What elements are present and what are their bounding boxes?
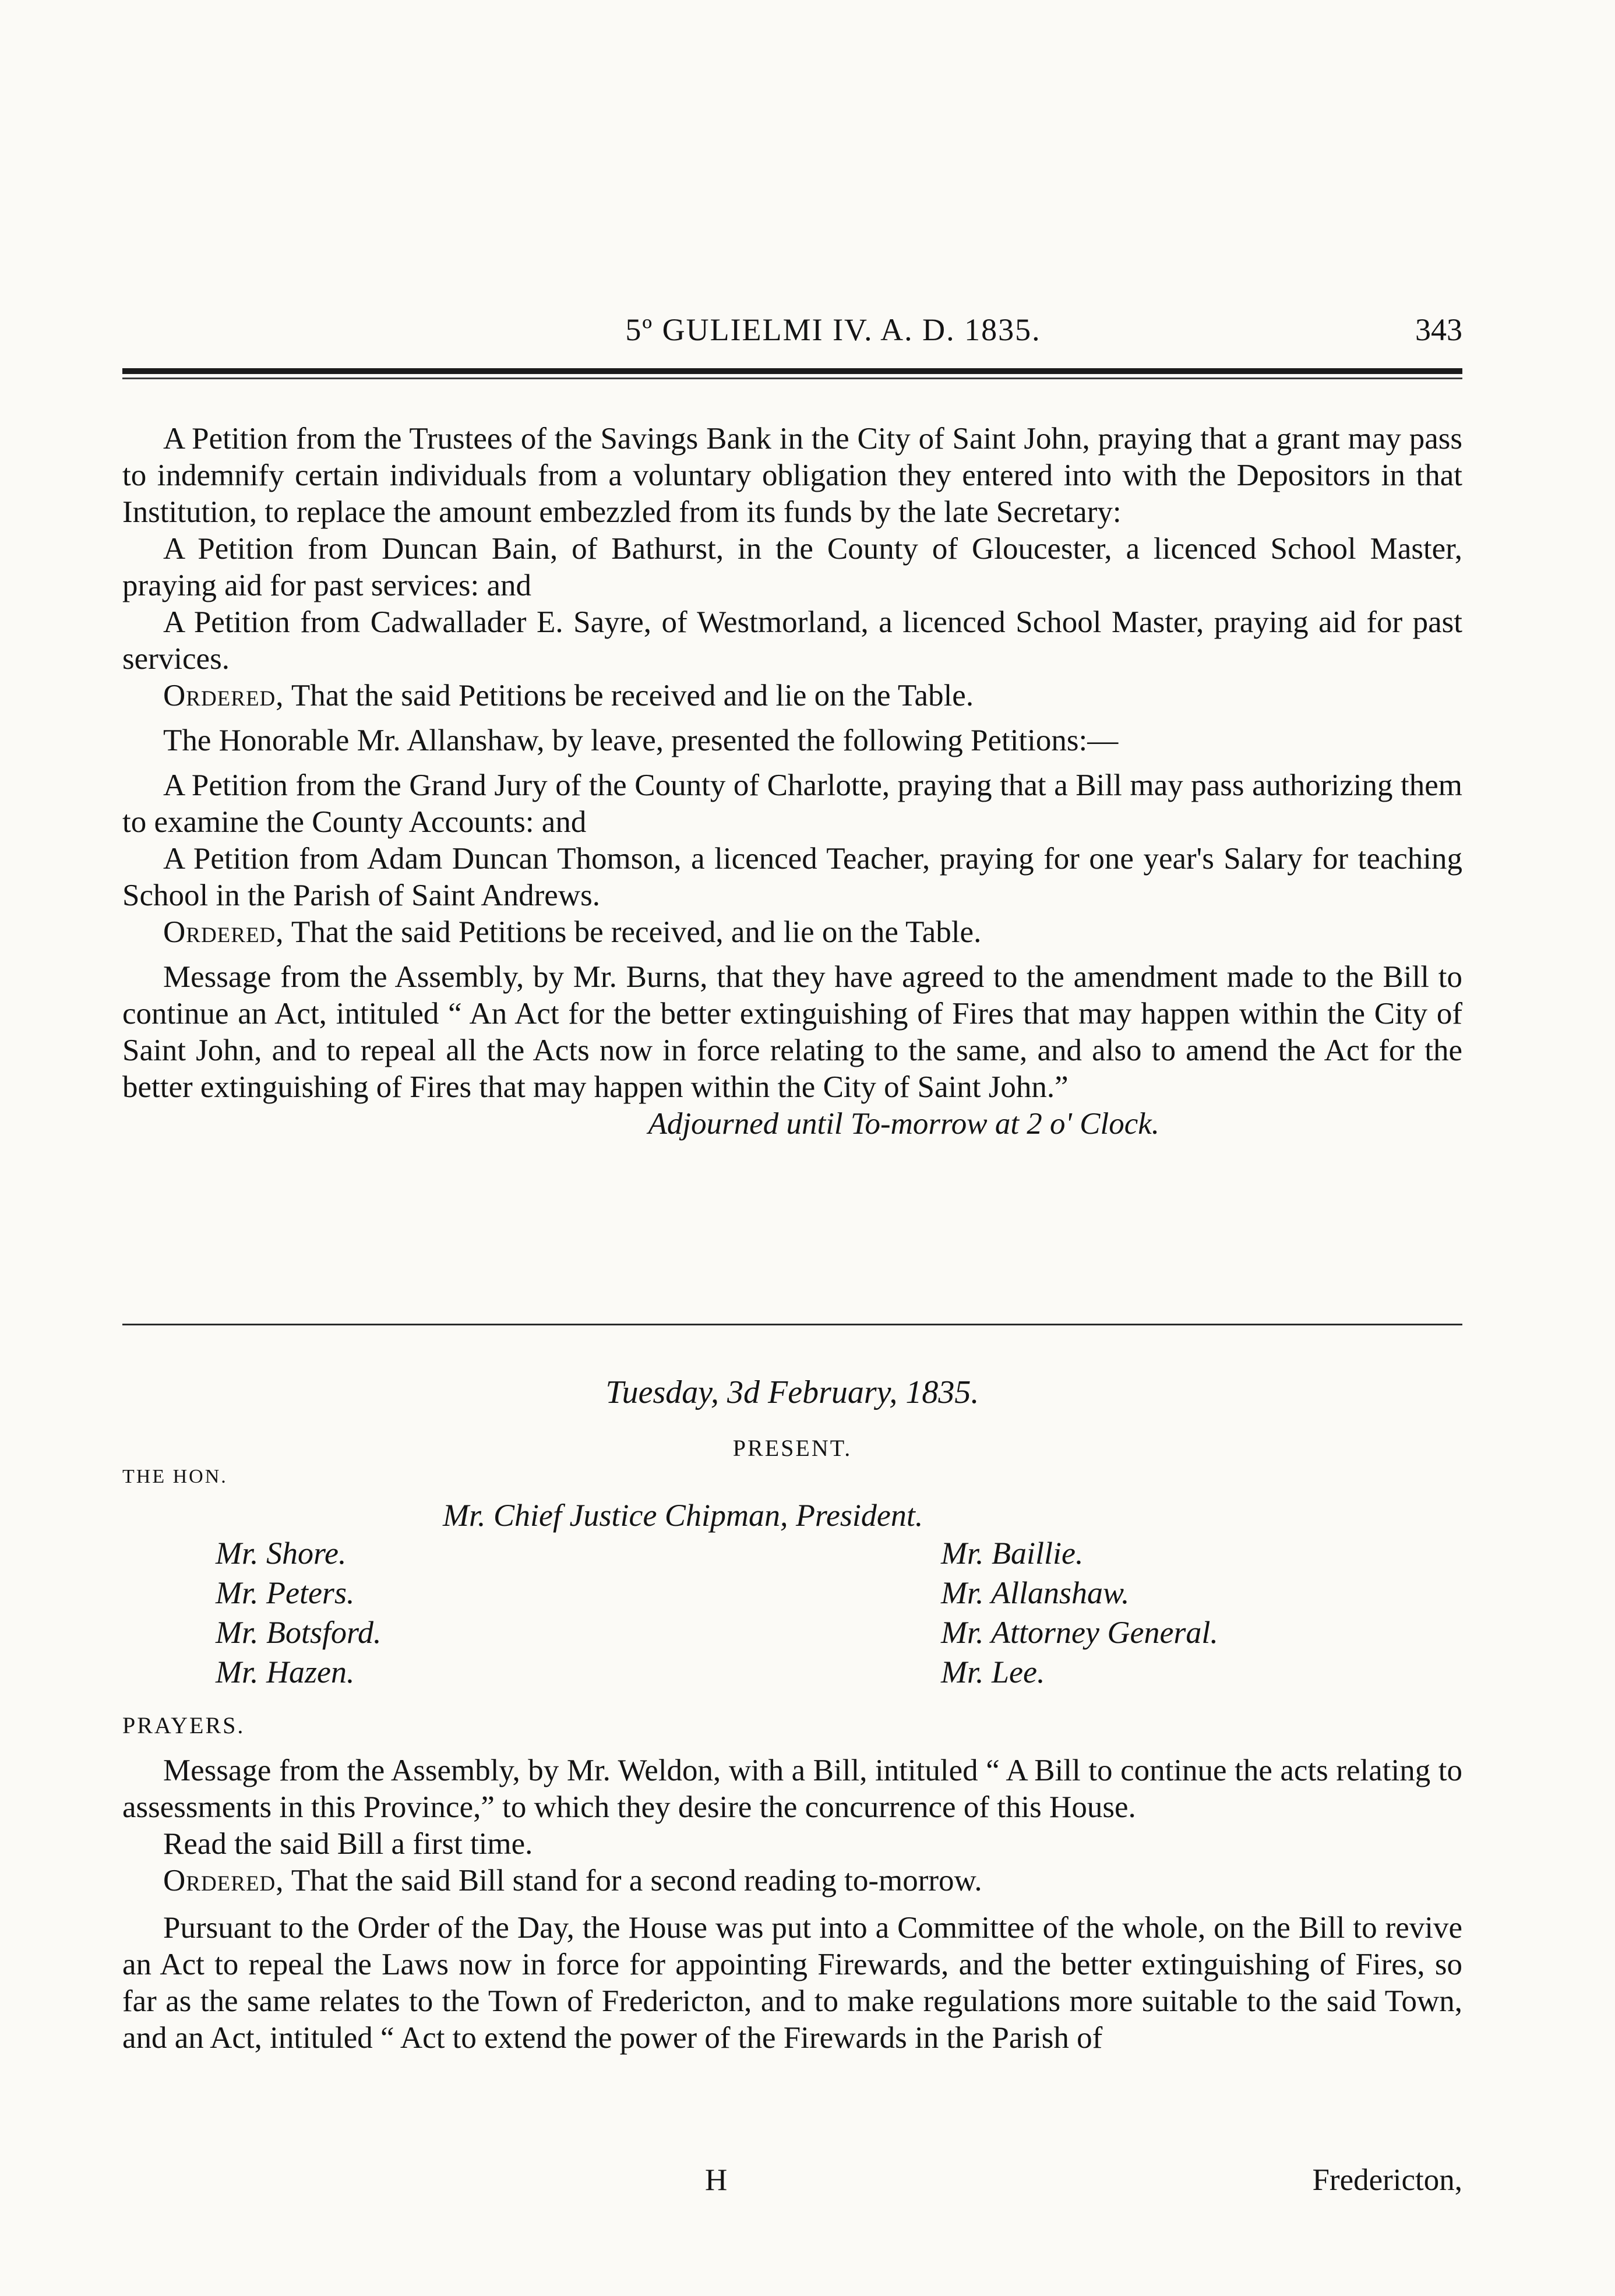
order-second-reading xyxy=(122,1863,1462,1899)
petition-savings-bank: A Petition from the Trustees of the Savings Bank in the City of Saint John, praying that a grant may pass to indemnify certain individuals from a voluntary obligation they entered into with the Depositors in that Institution, to replace the amount embezzled from its funds by the late Secretary: xyxy=(122,422,1462,529)
president-line: Mr. Chief Justice Chipman, President. xyxy=(443,1498,923,1533)
ordered-text: That the said Petitions be received and lie on the Table. xyxy=(284,679,974,713)
header-rule-thin xyxy=(122,378,1462,379)
member-left: Mr. Shore. xyxy=(216,1536,347,1571)
member-right: Mr. Lee. xyxy=(941,1655,1045,1690)
running-head xyxy=(122,312,1462,352)
sitting-date: Tuesday, 3d February, 1835. xyxy=(605,1374,979,1410)
header-rule xyxy=(122,368,1462,374)
ordered-lead: Ordered, xyxy=(163,679,284,713)
section-divider xyxy=(122,1324,1462,1325)
ordered-text: That the said Petitions be received, and lie on the Table. xyxy=(284,915,982,949)
petition-grand-jury: A Petition from the Grand Jury of the County of Charlotte, praying that a Bill may pass authorizing them to examine the County Accounts: and xyxy=(122,768,1462,839)
text-block-lower xyxy=(122,1752,1462,2057)
text-block-upper xyxy=(122,421,1462,1142)
order-petitions-2 xyxy=(122,914,1462,951)
pursuant-order: Pursuant to the Order of the Day, the House was put into a Committee of the whole, on the Bill to revive an Act to repeal the Laws now in force for appointing Firewards, and the better extinguishing of Fires, so far as the same relates to the Town of Fredericton, and to make regulations more suitable to the said Town, and an Act, intituled “ Act to extend the power of the Firewards in the Parish of xyxy=(122,1911,1462,2055)
member-right: Mr. Baillie. xyxy=(941,1536,1084,1571)
petition-duncan-bain: A Petition from Duncan Bain, of Bathurst, in the County of Gloucester, a licenced School Master, praying aid for past services: and xyxy=(122,532,1462,602)
adjournment: Adjourned until To-morrow at 2 o' Clock. xyxy=(648,1107,1159,1141)
ordered-lead: Ordered, xyxy=(163,915,284,949)
message-burns: Message from the Assembly, by Mr. Burns, that they have agreed to the amendment made to the Bill to continue an Act, intituled “ An Act for the better extinguishing of Fires that may happen within the City of Saint John, and to repeal all the Acts now in force relating to the same, and also to amend the Act for the better extinguishing of Fires that may happen within the City of Saint John.” xyxy=(122,960,1462,1104)
petition-sayre: A Petition from Cadwallader E. Sayre, of Westmorland, a licenced School Master, praying aid for past services. xyxy=(122,605,1462,676)
member-right: Mr. Allanshaw. xyxy=(941,1575,1130,1610)
present-heading: PRESENT. xyxy=(732,1435,852,1461)
ordered-text: That the said Bill stand for a second reading to-morrow. xyxy=(284,1864,982,1898)
catchword: Fredericton, xyxy=(1312,2163,1462,2197)
member-right: Mr. Attorney General. xyxy=(941,1615,1218,1650)
the-hon-label: THE HON. xyxy=(122,1466,228,1487)
member-left: Mr. Hazen. xyxy=(216,1655,355,1690)
allanshaw-presented: The Honorable Mr. Allanshaw, by leave, presented the following Petitions:— xyxy=(163,724,1119,757)
member-left: Mr. Peters. xyxy=(216,1575,355,1610)
ordered-lead: Ordered, xyxy=(163,1864,284,1898)
first-reading: Read the said Bill a first time. xyxy=(163,1827,533,1861)
page-number: 343 xyxy=(1415,312,1462,347)
signature-mark: H xyxy=(705,2163,728,2197)
running-title: 5º GULIELMI IV. A. D. 1835. xyxy=(625,312,1041,347)
order-petitions-1 xyxy=(122,678,1462,714)
member-left: Mr. Botsford. xyxy=(216,1615,382,1650)
petition-thomson: A Petition from Adam Duncan Thomson, a licenced Teacher, praying for one year's Salary for teaching School in the Parish of Saint Andrews. xyxy=(122,842,1462,912)
message-weldon: Message from the Assembly, by Mr. Weldon, with a Bill, intituled “ A Bill to continue the acts relating to assessments in this Province,” to which they desire the concurrence of this House. xyxy=(122,1754,1462,1824)
prayers-heading: PRAYERS. xyxy=(122,1712,245,1738)
